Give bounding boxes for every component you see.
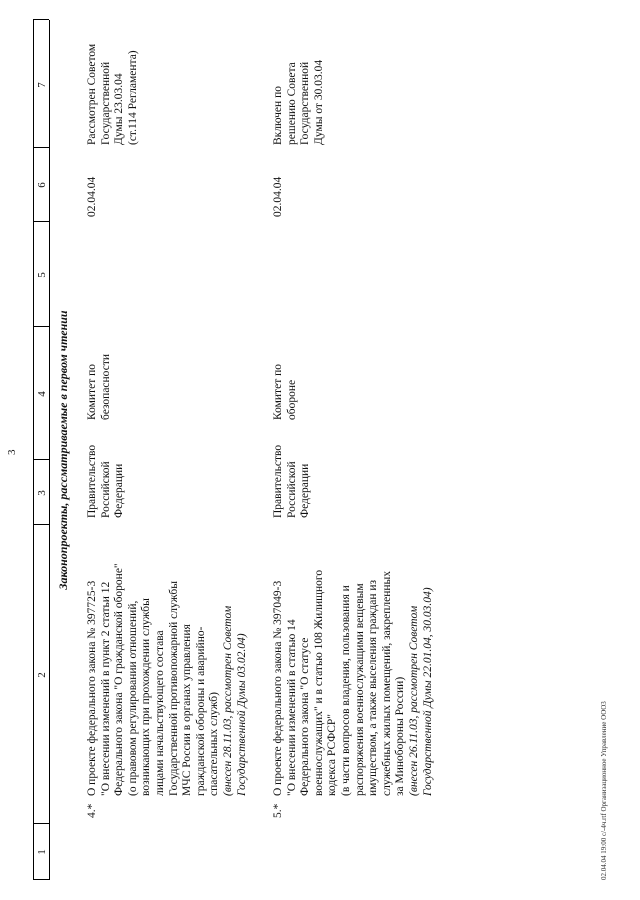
bill-title-line: МЧС России в органах управления [181, 624, 194, 796]
remark [272, 20, 326, 145]
author-line: Правительство [86, 444, 98, 518]
bill-note-line: Государственной Думы 03.02.04) [235, 633, 248, 796]
author-line: Российской [285, 461, 298, 518]
bill-title [272, 521, 435, 796]
table-divider [33, 823, 49, 824]
column-number-4: 4 [36, 391, 48, 397]
bill-title-line: возникающих при прохождении службы [140, 598, 153, 796]
row-number: 4.* [86, 803, 98, 818]
column-number-5: 5 [36, 272, 48, 278]
bill-title-line: имуществом, а также выселения граждан из [367, 579, 380, 796]
table-divider [33, 326, 49, 327]
bill-title-line: распоряжения военнослужащими вещевым [353, 583, 366, 796]
review-date: 02.04.04 [272, 176, 284, 217]
column-number-2: 2 [36, 672, 48, 678]
committee-line: Комитет по [86, 364, 98, 420]
bill-title-line: военнослужащих" и в статью 108 Жилищного [312, 569, 325, 796]
bill-title-line: "О внесении изменений в пункт 2 статьи 12 [99, 581, 112, 796]
bill-title-line: (о правовом регулировании отношений, [126, 600, 139, 796]
review-date: 02.04.04 [86, 176, 98, 217]
bill-title-line: за Минобороны России) [394, 676, 407, 796]
bill-title-line: спасательных служб) [208, 692, 221, 796]
author-line: Федерации [113, 463, 126, 518]
bill-title-line: гражданской обороны и аварийно- [194, 626, 207, 796]
bill-title-line: Федерального закона "О гражданской обороне" [113, 563, 126, 796]
bill-title-line: служебных жилых помещений, закрепленных [380, 571, 393, 796]
committee-line: безопасности [99, 353, 112, 420]
bill-title-line: кодекса РСФСР" [326, 714, 339, 796]
author-line: Правительство [272, 444, 284, 518]
bill-note-line: (внесен 26.11.03, рассмотрен Советом [407, 605, 420, 796]
responsible-committee [86, 330, 113, 420]
table-top-border [33, 20, 34, 880]
column-number-6: 6 [36, 182, 48, 188]
column-number-7: 7 [36, 82, 48, 88]
bill-author [272, 444, 313, 518]
bill-title-line: О проекте федерального закона № 397725-3 [86, 580, 98, 796]
table-divider [33, 879, 49, 880]
bill-author [86, 444, 127, 518]
author-line: Федерации [299, 463, 312, 518]
committee-line: обороне [285, 379, 298, 420]
table-divider [33, 459, 49, 460]
document-footer: 02.04.04 19:00 с/-4ч.rtf Организационное Управление ООО3 [600, 701, 608, 880]
column-number-3: 3 [36, 490, 48, 496]
remark [86, 20, 140, 145]
remark-line: Государственной [99, 61, 112, 145]
column-number-1: 1 [36, 849, 48, 855]
remark-line: Включен по [272, 86, 284, 145]
bill-title-line: Государственной противопожарной службы [167, 581, 180, 796]
author-line: Российской [99, 461, 112, 518]
table-divider [33, 19, 49, 20]
remark-line: Думы от 30.03.04 [312, 59, 325, 145]
remark-line: Государственной [299, 61, 312, 145]
table-divider [33, 221, 49, 222]
row-number: 5.* [272, 803, 284, 818]
table-header-bottom-border [49, 20, 50, 880]
responsible-committee [272, 330, 299, 420]
table-divider [33, 524, 49, 525]
bill-note-line: (внесен 28.11.03, рассмотрен Советом [221, 605, 234, 796]
bill-title-line: (в части вопросов владения, пользования и [339, 585, 352, 796]
remark-line: решению Совета [285, 62, 298, 145]
bill-title-line: О проекте федерального закона № 397049-3 [272, 580, 284, 796]
committee-line: Комитет по [272, 364, 284, 420]
bill-note-line: Государственной Думы 22.01.04, 30.03.04) [421, 587, 434, 796]
remark-line: Думы 23.03.04 [113, 73, 126, 145]
table-divider [33, 147, 49, 148]
page-number: 3 [6, 449, 18, 455]
section-title: Законопроекты, рассматриваемые в первом чтении [56, 310, 70, 590]
remark-line: Рассмотрен Советом [86, 43, 98, 145]
remark-line: (ст.114 Регламента) [126, 50, 139, 145]
bill-title-line: Федерального закона "О статусе [299, 637, 312, 796]
bill-title [86, 521, 249, 796]
bill-title-line: "О внесении изменений в статью 14 [285, 619, 298, 796]
bill-title-line: лицами начальствующего состава [153, 630, 166, 796]
